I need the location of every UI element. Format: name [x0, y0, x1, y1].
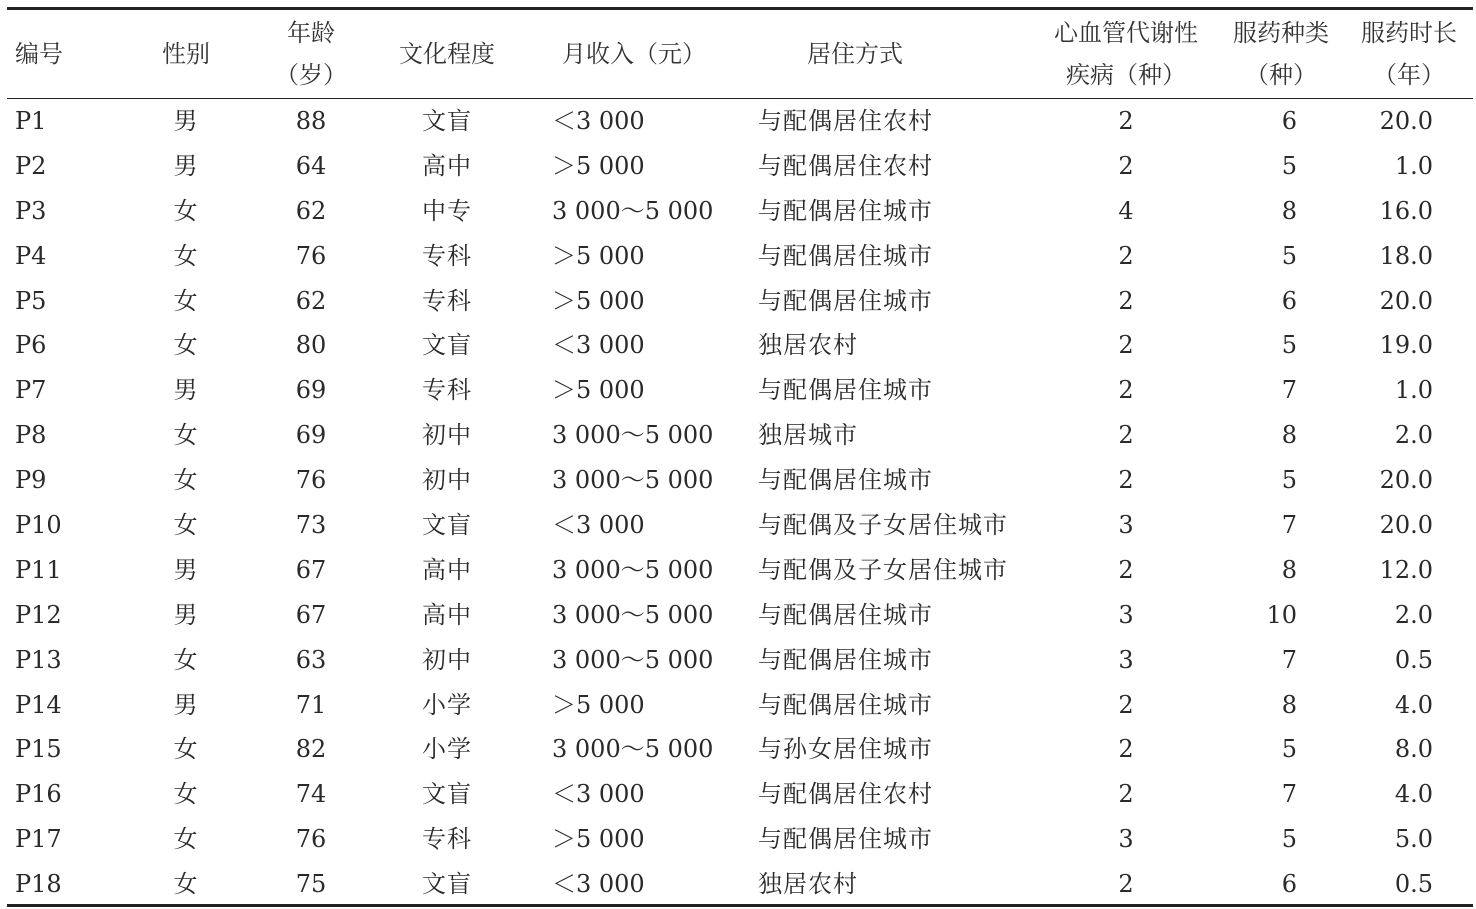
- cell-drug-years: 20.0: [1379, 466, 1433, 495]
- cell-drug-types: 7: [1281, 645, 1297, 674]
- cell-education: 文盲: [422, 331, 472, 360]
- cell-drug-years: 0.5: [1394, 645, 1433, 674]
- cell-age: 74: [295, 780, 327, 809]
- column-header-line: 年龄: [287, 19, 335, 47]
- table-body: [0, 99, 1476, 907]
- cell-living: 与配偶居住农村: [758, 151, 933, 180]
- cell-income: ＞5 000: [552, 286, 645, 315]
- column-header-living: [755, 10, 955, 98]
- table-row: [0, 683, 1476, 728]
- cell-drug-types: 7: [1281, 376, 1297, 405]
- cell-drug-types: 5: [1281, 151, 1297, 180]
- column-header-line: 居住方式: [807, 40, 903, 68]
- table-row: [0, 99, 1476, 144]
- table-row: [0, 593, 1476, 638]
- cell-drug-types: 5: [1281, 735, 1297, 764]
- column-header-line: 疾病（种）: [1066, 61, 1186, 89]
- column-header-line: （年）: [1373, 61, 1445, 89]
- cell-gender: 女: [173, 331, 199, 360]
- cell-living: 独居农村: [758, 331, 858, 360]
- cell-diseases: 2: [1118, 286, 1134, 315]
- column-header-line: 心血管代谢性: [1054, 19, 1198, 47]
- column-header-line: （岁）: [275, 61, 347, 89]
- cell-income: ＞5 000: [552, 825, 645, 854]
- cell-living: 与配偶居住城市: [758, 825, 933, 854]
- cell-education: 小学: [422, 690, 472, 719]
- cell-income: ＞5 000: [552, 151, 645, 180]
- cell-income: 3 000～5 000: [552, 735, 714, 764]
- cell-id: P16: [15, 780, 62, 809]
- cell-diseases: 2: [1118, 421, 1134, 450]
- cell-living: 独居城市: [758, 421, 858, 450]
- cell-drug-years: 4.0: [1394, 690, 1433, 719]
- cell-age: 64: [295, 151, 327, 180]
- cell-education: 专科: [422, 241, 472, 270]
- column-header-line: 服药种类: [1233, 19, 1329, 47]
- cell-age: 69: [295, 421, 327, 450]
- cell-id: P14: [15, 690, 62, 719]
- cell-gender: 男: [173, 690, 199, 719]
- cell-income: 3 000～5 000: [552, 600, 714, 629]
- table-row: [0, 548, 1476, 593]
- cell-id: P15: [15, 735, 62, 764]
- cell-income: 3 000～5 000: [552, 645, 714, 674]
- table-row: [0, 458, 1476, 503]
- cell-education: 初中: [422, 645, 472, 674]
- cell-drug-types: 8: [1281, 196, 1297, 225]
- cell-living: 与配偶居住城市: [758, 645, 933, 674]
- cell-age: 67: [295, 555, 327, 584]
- cell-income: ＜3 000: [552, 107, 645, 135]
- cell-drug-types: 5: [1281, 241, 1297, 270]
- table-row: [0, 368, 1476, 413]
- cell-income: 3 000～5 000: [552, 466, 714, 495]
- cell-education: 高中: [422, 600, 472, 629]
- cell-drug-years: 20.0: [1379, 511, 1433, 540]
- cell-diseases: 2: [1118, 870, 1134, 899]
- cell-age: 76: [295, 241, 327, 270]
- table-row: [0, 144, 1476, 189]
- cell-diseases: 2: [1118, 107, 1134, 135]
- cell-gender: 男: [173, 107, 199, 135]
- cell-drug-years: 2.0: [1394, 421, 1433, 450]
- cell-id: P11: [15, 555, 62, 584]
- cell-income: ＜3 000: [552, 331, 645, 360]
- cell-living: 与配偶居住城市: [758, 600, 933, 629]
- cell-id: P17: [15, 825, 62, 854]
- cell-age: 62: [295, 286, 327, 315]
- cell-income: 3 000～5 000: [552, 555, 714, 584]
- table-row: [0, 862, 1476, 907]
- cell-diseases: 4: [1118, 196, 1134, 225]
- table-row: [0, 638, 1476, 683]
- table-row: [0, 817, 1476, 862]
- cell-gender: 女: [173, 735, 199, 764]
- cell-id: P10: [15, 511, 62, 540]
- cell-drug-years: 20.0: [1379, 286, 1433, 315]
- cell-drug-types: 10: [1266, 600, 1297, 629]
- cell-age: 76: [295, 825, 327, 854]
- cell-diseases: 2: [1118, 690, 1134, 719]
- cell-education: 高中: [422, 151, 472, 180]
- cell-living: 与配偶及子女居住城市: [758, 511, 1008, 540]
- cell-income: ＜3 000: [552, 511, 645, 540]
- column-header-education: [347, 10, 547, 98]
- cell-gender: 男: [173, 600, 199, 629]
- cell-id: P5: [15, 286, 47, 315]
- cell-age: 80: [295, 331, 327, 360]
- cell-diseases: 2: [1118, 735, 1134, 764]
- cell-drug-years: 5.0: [1394, 825, 1433, 854]
- cell-income: ＞5 000: [552, 376, 645, 405]
- cell-drug-years: 2.0: [1394, 600, 1433, 629]
- cell-drug-types: 7: [1281, 780, 1297, 809]
- cell-drug-years: 1.0: [1394, 151, 1433, 180]
- cell-drug-years: 16.0: [1379, 196, 1433, 225]
- table-row: [0, 323, 1476, 368]
- cell-id: P18: [15, 870, 62, 899]
- cell-living: 与配偶居住城市: [758, 690, 933, 719]
- cell-gender: 女: [173, 870, 199, 899]
- cell-drug-types: 8: [1281, 690, 1297, 719]
- cell-drug-types: 5: [1281, 331, 1297, 360]
- cell-gender: 女: [173, 466, 199, 495]
- cell-education: 初中: [422, 421, 472, 450]
- cell-drug-types: 7: [1281, 511, 1297, 540]
- cell-living: 与配偶居住城市: [758, 466, 933, 495]
- cell-gender: 女: [173, 241, 199, 270]
- cell-diseases: 2: [1118, 466, 1134, 495]
- cell-drug-types: 6: [1281, 286, 1297, 315]
- cell-education: 小学: [422, 735, 472, 764]
- cell-education: 文盲: [422, 511, 472, 540]
- cell-drug-types: 8: [1281, 421, 1297, 450]
- cell-id: P13: [15, 645, 62, 674]
- cell-id: P9: [15, 466, 47, 495]
- cell-age: 62: [295, 196, 327, 225]
- cell-age: 63: [295, 645, 327, 674]
- cell-id: P7: [15, 376, 47, 405]
- cell-gender: 男: [173, 151, 199, 180]
- cell-gender: 女: [173, 196, 199, 225]
- table-row: [0, 772, 1476, 817]
- cell-diseases: 2: [1118, 555, 1134, 584]
- cell-drug-years: 8.0: [1394, 735, 1433, 764]
- column-header-line: 月收入（元）: [562, 40, 706, 68]
- cell-education: 中专: [422, 196, 472, 225]
- cell-drug-years: 19.0: [1379, 331, 1433, 360]
- cell-drug-years: 18.0: [1379, 241, 1433, 270]
- table-row: [0, 503, 1476, 548]
- cell-diseases: 2: [1118, 376, 1134, 405]
- cell-education: 文盲: [422, 780, 472, 809]
- cell-drug-years: 1.0: [1394, 376, 1433, 405]
- cell-education: 文盲: [422, 870, 472, 899]
- table-row: [0, 189, 1476, 234]
- cell-diseases: 2: [1118, 331, 1134, 360]
- cell-id: P4: [15, 241, 47, 270]
- cell-age: 76: [295, 466, 327, 495]
- cell-diseases: 2: [1118, 151, 1134, 180]
- column-header-line: （种）: [1245, 61, 1317, 89]
- cell-age: 67: [295, 600, 327, 629]
- cell-drug-types: 5: [1281, 825, 1297, 854]
- cell-income: ＜3 000: [552, 780, 645, 809]
- table-row: [0, 279, 1476, 324]
- cell-gender: 女: [173, 511, 199, 540]
- cell-diseases: 2: [1118, 241, 1134, 270]
- cell-living: 与配偶居住城市: [758, 196, 933, 225]
- cell-diseases: 3: [1118, 511, 1134, 540]
- cell-age: 71: [295, 690, 327, 719]
- cell-id: P3: [15, 196, 47, 225]
- cell-diseases: 2: [1118, 780, 1134, 809]
- cell-id: P8: [15, 421, 47, 450]
- table-row: [0, 413, 1476, 458]
- cell-living: 与配偶居住城市: [758, 286, 933, 315]
- cell-id: P2: [15, 151, 47, 180]
- cell-education: 高中: [422, 555, 472, 584]
- cell-id: P1: [15, 107, 47, 135]
- cell-gender: 女: [173, 421, 199, 450]
- cell-living: 与配偶及子女居住城市: [758, 555, 1008, 584]
- cell-education: 专科: [422, 376, 472, 405]
- column-header-line: 服药时长: [1361, 19, 1457, 47]
- cell-diseases: 3: [1118, 825, 1134, 854]
- cell-age: 73: [295, 511, 327, 540]
- table-row: [0, 234, 1476, 279]
- column-header-id: [15, 10, 63, 98]
- cell-income: 3 000～5 000: [552, 421, 714, 450]
- cell-living: 与配偶居住城市: [758, 376, 933, 405]
- cell-income: 3 000～5 000: [552, 196, 714, 225]
- cell-id: P12: [15, 600, 62, 629]
- cell-age: 88: [295, 107, 327, 135]
- cell-education: 初中: [422, 466, 472, 495]
- cell-gender: 女: [173, 645, 199, 674]
- cell-id: P6: [15, 331, 47, 360]
- cell-income: ＞5 000: [552, 241, 645, 270]
- cell-gender: 女: [173, 780, 199, 809]
- cell-age: 82: [295, 735, 327, 764]
- table-row: [0, 727, 1476, 772]
- column-header-drug-years: [1309, 10, 1476, 98]
- cell-income: ＞5 000: [552, 690, 645, 719]
- cell-diseases: 3: [1118, 600, 1134, 629]
- cell-gender: 男: [173, 555, 199, 584]
- cell-drug-types: 6: [1281, 107, 1297, 135]
- cell-education: 专科: [422, 286, 472, 315]
- cell-living: 独居农村: [758, 870, 858, 899]
- cell-living: 与配偶居住农村: [758, 780, 933, 809]
- cell-drug-types: 6: [1281, 870, 1297, 899]
- cell-gender: 女: [173, 286, 199, 315]
- cell-education: 专科: [422, 825, 472, 854]
- cell-age: 75: [295, 870, 327, 899]
- cell-age: 69: [295, 376, 327, 405]
- cell-education: 文盲: [422, 107, 472, 135]
- cell-living: 与配偶居住农村: [758, 107, 933, 135]
- cell-living: 与配偶居住城市: [758, 241, 933, 270]
- column-header-income: [534, 10, 734, 98]
- cell-drug-years: 4.0: [1394, 780, 1433, 809]
- column-header-line: 文化程度: [399, 40, 495, 68]
- cell-gender: 男: [173, 376, 199, 405]
- column-header-line: 编号: [15, 40, 63, 68]
- cell-diseases: 3: [1118, 645, 1134, 674]
- cell-drug-years: 20.0: [1379, 107, 1433, 135]
- column-header-line: 性别: [162, 40, 210, 68]
- cell-drug-types: 8: [1281, 555, 1297, 584]
- cell-drug-years: 12.0: [1379, 555, 1433, 584]
- cell-living: 与孙女居住城市: [758, 735, 933, 764]
- cell-drug-types: 5: [1281, 466, 1297, 495]
- cell-gender: 女: [173, 825, 199, 854]
- cell-drug-years: 0.5: [1394, 870, 1433, 899]
- cell-income: ＜3 000: [552, 870, 645, 899]
